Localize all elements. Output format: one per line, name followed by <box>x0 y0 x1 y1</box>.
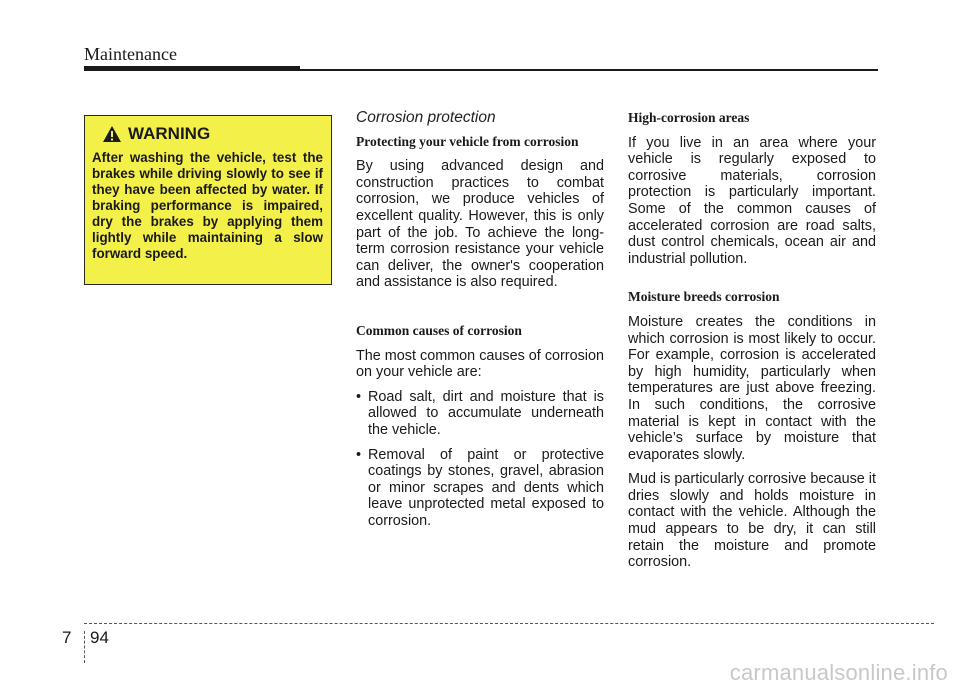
watermark: carmanualsonline.info <box>729 660 948 685</box>
warning-header <box>102 124 323 144</box>
header-rule-thick <box>84 66 300 71</box>
bullet-icon: • <box>356 446 362 463</box>
chapter-number: 7 <box>62 628 72 647</box>
moisture-heading: Moisture breeds corrosion <box>628 289 780 305</box>
header-rule-thin <box>300 69 878 71</box>
causes-heading: Common causes of corrosion <box>356 322 522 338</box>
bullet-icon: • <box>356 388 362 405</box>
warning-title: WARNING <box>128 124 211 143</box>
high-corrosion-paragraph: If you live in an area where your vehicle is regularly exposed to corrosive materials, corrosion protection is particularly important. Some of the common causes of accelerated corrosion are road salts, dust control chemicals, ocean air and industrial pollution. <box>628 134 876 267</box>
high-corrosion-heading: High-corrosion areas <box>628 110 750 125</box>
moisture-paragraph: Moisture creates the conditions in which corrosion is most likely to occur. For example, corrosion is accelerated by high humidity, particularly when temperatures are just above freezing. In such conditions, the corrosive material is kept in contact with the vehicle’s surface by moisture that evaporates slowly. <box>628 313 876 463</box>
list-item <box>356 389 604 439</box>
bullet-text: Road salt, dirt and moisture that is allowed to accumulate underneath the vehicle. <box>368 388 604 438</box>
page-header-title: Maintenance <box>84 44 177 64</box>
footer-divider <box>84 631 85 663</box>
section-title: Corrosion protection <box>356 109 496 126</box>
bullet-text: Removal of paint or protective coatings by stones, gravel, abrasion or minor scrapes and dents which leave unprotected metal exposed to corrosion. <box>368 446 604 529</box>
protect-paragraph: By using advanced design and construction practices to combat corrosion, we produce vehicles of excellent quality. However, this is only part of the job. To achieve the long-term corrosion resistance your vehicle can deliver, the owner's cooperation and assistance is also required. <box>356 158 604 291</box>
causes-intro: The most common causes of corrosion on your vehicle are: <box>356 347 604 381</box>
warning-box <box>84 115 332 285</box>
list-item <box>356 447 604 530</box>
column-middle <box>356 110 604 537</box>
mud-paragraph: Mud is particularly corrosive because it dries slowly and holds moisture in contact with the vehicle. Although the mud appears to be dry, it can still retain the moisture and promote corrosion. <box>628 471 876 571</box>
warning-triangle-icon <box>102 125 122 143</box>
footer-rule <box>84 623 934 624</box>
warning-text: After washing the vehicle, test the brakes while driving slowly to see if they have been affected by water. If braking performance is impaired, dry the brakes by applying them lightly while maintaining a slow forward speed. <box>92 150 323 261</box>
page-number: 94 <box>90 628 109 647</box>
column-right <box>628 110 876 579</box>
protect-heading: Protecting your vehicle from corrosion <box>356 133 579 149</box>
